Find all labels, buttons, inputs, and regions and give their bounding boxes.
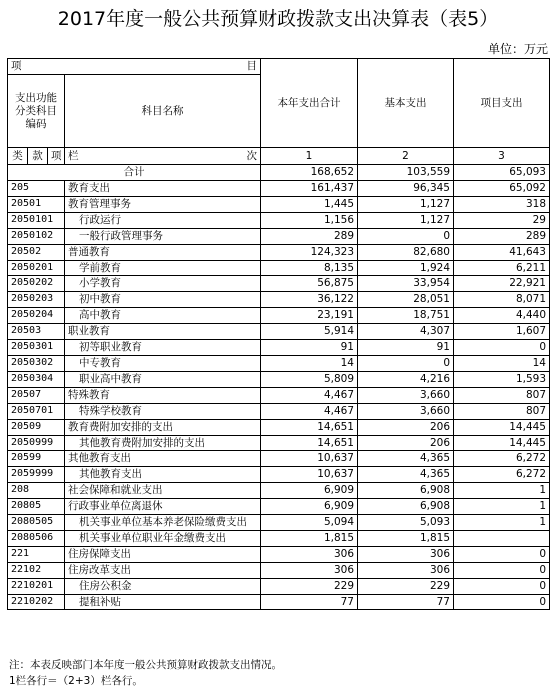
project-amount: 807: [454, 387, 550, 403]
total-c3: 65,093: [454, 165, 550, 181]
basic-amount: 1,924: [358, 260, 454, 276]
subject-code: 2080505: [8, 515, 65, 531]
subject-code: 20507: [8, 387, 65, 403]
total-amount: 4,467: [261, 403, 358, 419]
header-xiang: 项: [11, 60, 22, 73]
total-amount: 1,815: [261, 530, 358, 546]
table-row: [8, 292, 550, 308]
subject-code: 205: [8, 181, 65, 197]
subject-code: 20805: [8, 499, 65, 515]
basic-amount: 0: [358, 228, 454, 244]
subject-name: 其他教育支出: [65, 451, 261, 467]
total-amount: 14,651: [261, 419, 358, 435]
total-amount: 1,156: [261, 212, 358, 228]
project-amount: 6,211: [454, 260, 550, 276]
basic-amount: 33,954: [358, 276, 454, 292]
subject-name: 初等职业教育: [65, 340, 261, 356]
header-n1: 1: [261, 148, 358, 165]
total-amount: 23,191: [261, 308, 358, 324]
header-func-code: 支出功能分类科目编码: [8, 75, 65, 148]
header-col1: 本年支出合计: [261, 59, 358, 148]
project-amount: 14: [454, 355, 550, 371]
total-amount: 306: [261, 562, 358, 578]
basic-amount: 1,127: [358, 212, 454, 228]
subject-code: 2059999: [8, 467, 65, 483]
total-amount: 8,135: [261, 260, 358, 276]
table-row: [8, 387, 550, 403]
table-row: [8, 483, 550, 499]
total-c2: 103,559: [358, 165, 454, 181]
project-amount: 318: [454, 196, 550, 212]
subject-code: 22102: [8, 562, 65, 578]
project-amount: 0: [454, 546, 550, 562]
header-lei: 类: [8, 148, 28, 165]
header-mu: 目: [246, 60, 257, 73]
subject-name: 提租补贴: [65, 594, 261, 610]
header-n3: 3: [454, 148, 550, 165]
basic-amount: 5,093: [358, 515, 454, 531]
table-row: [8, 355, 550, 371]
subject-name: 小学教育: [65, 276, 261, 292]
subject-code: 2210202: [8, 594, 65, 610]
basic-amount: 229: [358, 578, 454, 594]
subject-name: 行政运行: [65, 212, 261, 228]
basic-amount: 4,365: [358, 451, 454, 467]
total-amount: 5,809: [261, 371, 358, 387]
subject-name: 住房公积金: [65, 578, 261, 594]
project-amount: 1: [454, 483, 550, 499]
basic-amount: 4,307: [358, 324, 454, 340]
header-ci: 次: [246, 149, 257, 162]
project-amount: 1,607: [454, 324, 550, 340]
basic-amount: 0: [358, 355, 454, 371]
total-amount: 5,914: [261, 324, 358, 340]
subject-name: 学前教育: [65, 260, 261, 276]
project-amount: 0: [454, 578, 550, 594]
table-row: [8, 499, 550, 515]
project-amount: 1: [454, 515, 550, 531]
expenditure-table: [7, 58, 550, 610]
subject-name: 机关事业单位基本养老保险缴费支出: [65, 515, 261, 531]
subject-code: 221: [8, 546, 65, 562]
total-amount: 306: [261, 546, 358, 562]
subject-code: 2050701: [8, 403, 65, 419]
project-amount: [454, 530, 550, 546]
basic-amount: 3,660: [358, 387, 454, 403]
subject-name: 教育费附加安排的支出: [65, 419, 261, 435]
subject-name: 特殊学校教育: [65, 403, 261, 419]
subject-name: 职业教育: [65, 324, 261, 340]
table-row: [8, 435, 550, 451]
subject-code: 2050102: [8, 228, 65, 244]
unit-label: 单位：万元: [487, 42, 548, 56]
total-amount: 77: [261, 594, 358, 610]
total-amount: 36,122: [261, 292, 358, 308]
subject-name: 初中教育: [65, 292, 261, 308]
subject-code: 20509: [8, 419, 65, 435]
table-row: [8, 371, 550, 387]
table-row: [8, 546, 550, 562]
subject-name: 住房改革支出: [65, 562, 261, 578]
header-row-top: [8, 59, 550, 75]
project-amount: 41,643: [454, 244, 550, 260]
project-amount: 6,272: [454, 451, 550, 467]
total-c1: 168,652: [261, 165, 358, 181]
total-amount: 6,909: [261, 483, 358, 499]
subject-name: 一般行政管理事务: [65, 228, 261, 244]
project-amount: 0: [454, 594, 550, 610]
subject-code: 208: [8, 483, 65, 499]
total-amount: 124,323: [261, 244, 358, 260]
total-amount: 14: [261, 355, 358, 371]
header-lan: 栏: [68, 149, 79, 162]
subject-name: 教育支出: [65, 181, 261, 197]
header-row-class: [8, 148, 550, 165]
basic-amount: 206: [358, 435, 454, 451]
basic-amount: 4,365: [358, 467, 454, 483]
header-n2: 2: [358, 148, 454, 165]
header-col2: 基本支出: [358, 59, 454, 148]
basic-amount: 4,216: [358, 371, 454, 387]
basic-amount: 3,660: [358, 403, 454, 419]
total-amount: 6,909: [261, 499, 358, 515]
basic-amount: 306: [358, 562, 454, 578]
total-amount: 289: [261, 228, 358, 244]
table-row: [8, 276, 550, 292]
project-amount: 6,272: [454, 467, 550, 483]
basic-amount: 18,751: [358, 308, 454, 324]
project-amount: 1,593: [454, 371, 550, 387]
footnote: 注：本表反映部门本年度一般公共预算财政拨款支出情况。: [9, 659, 282, 671]
basic-amount: 91: [358, 340, 454, 356]
table-row: [8, 324, 550, 340]
subject-name: 行政事业单位离退休: [65, 499, 261, 515]
subject-code: 2050202: [8, 276, 65, 292]
subject-name: 其他教育费附加安排的支出: [65, 435, 261, 451]
basic-amount: 96,345: [358, 181, 454, 197]
total-amount: 10,637: [261, 451, 358, 467]
subject-name: 其他教育支出: [65, 467, 261, 483]
subject-name: 特殊教育: [65, 387, 261, 403]
total-label: 合计: [8, 165, 261, 181]
subject-name: 住房保障支出: [65, 546, 261, 562]
project-amount: 0: [454, 562, 550, 578]
subject-code: 2050999: [8, 435, 65, 451]
subject-code: 20503: [8, 324, 65, 340]
subject-code: 20502: [8, 244, 65, 260]
basic-amount: 6,908: [358, 483, 454, 499]
header-item-cell: [8, 59, 261, 75]
table-row: [8, 515, 550, 531]
subject-name: 中专教育: [65, 355, 261, 371]
subject-name: 社会保障和就业支出: [65, 483, 261, 499]
footnote: 1栏各行＝（2+3）栏各行。: [9, 675, 143, 687]
table-row: [8, 530, 550, 546]
table-row: [8, 260, 550, 276]
project-amount: 14,445: [454, 435, 550, 451]
project-amount: 807: [454, 403, 550, 419]
total-amount: 161,437: [261, 181, 358, 197]
project-amount: 289: [454, 228, 550, 244]
total-amount: 229: [261, 578, 358, 594]
table-row: [8, 451, 550, 467]
subject-name: 普通教育: [65, 244, 261, 260]
subject-name: 高中教育: [65, 308, 261, 324]
table-row: [8, 578, 550, 594]
subject-code: 2080506: [8, 530, 65, 546]
table-row: [8, 228, 550, 244]
basic-amount: 1,127: [358, 196, 454, 212]
table-row: [8, 308, 550, 324]
project-amount: 22,921: [454, 276, 550, 292]
total-amount: 56,875: [261, 276, 358, 292]
subject-code: 2050301: [8, 340, 65, 356]
table-row: [8, 562, 550, 578]
basic-amount: 1,815: [358, 530, 454, 546]
basic-amount: 77: [358, 594, 454, 610]
project-amount: 8,071: [454, 292, 550, 308]
subject-code: 2050302: [8, 355, 65, 371]
subject-code: 2210201: [8, 578, 65, 594]
subject-code: 2050204: [8, 308, 65, 324]
total-row: [8, 165, 550, 181]
basic-amount: 6,908: [358, 499, 454, 515]
project-amount: 65,092: [454, 181, 550, 197]
subject-name: 机关事业单位职业年金缴费支出: [65, 530, 261, 546]
table-row: [8, 467, 550, 483]
total-amount: 4,467: [261, 387, 358, 403]
basic-amount: 82,680: [358, 244, 454, 260]
subject-name: 教育管理事务: [65, 196, 261, 212]
project-amount: 14,445: [454, 419, 550, 435]
table-row: [8, 419, 550, 435]
subject-code: 2050101: [8, 212, 65, 228]
table-row: [8, 181, 550, 197]
project-amount: 1: [454, 499, 550, 515]
header-subject-name: 科目名称: [65, 75, 261, 148]
total-amount: 1,445: [261, 196, 358, 212]
header-lan-ci: [65, 148, 261, 165]
project-amount: 0: [454, 340, 550, 356]
subject-code: 2050304: [8, 371, 65, 387]
total-amount: 14,651: [261, 435, 358, 451]
subject-code: 20599: [8, 451, 65, 467]
subject-code: 20501: [8, 196, 65, 212]
table-row: [8, 403, 550, 419]
table-row: [8, 196, 550, 212]
page-title: 2017年度一般公共预算财政拨款支出决算表（表5）: [57, 8, 499, 30]
header-xiang2: 项: [48, 148, 65, 165]
basic-amount: 306: [358, 546, 454, 562]
total-amount: 5,094: [261, 515, 358, 531]
header-kuan: 款: [28, 148, 48, 165]
table-row: [8, 594, 550, 610]
subject-code: 2050201: [8, 260, 65, 276]
header-col3: 项目支出: [454, 59, 550, 148]
basic-amount: 28,051: [358, 292, 454, 308]
total-amount: 91: [261, 340, 358, 356]
subject-name: 职业高中教育: [65, 371, 261, 387]
total-amount: 10,637: [261, 467, 358, 483]
project-amount: 4,440: [454, 308, 550, 324]
subject-code: 2050203: [8, 292, 65, 308]
table-row: [8, 244, 550, 260]
basic-amount: 206: [358, 419, 454, 435]
table-row: [8, 212, 550, 228]
project-amount: 29: [454, 212, 550, 228]
table-row: [8, 340, 550, 356]
